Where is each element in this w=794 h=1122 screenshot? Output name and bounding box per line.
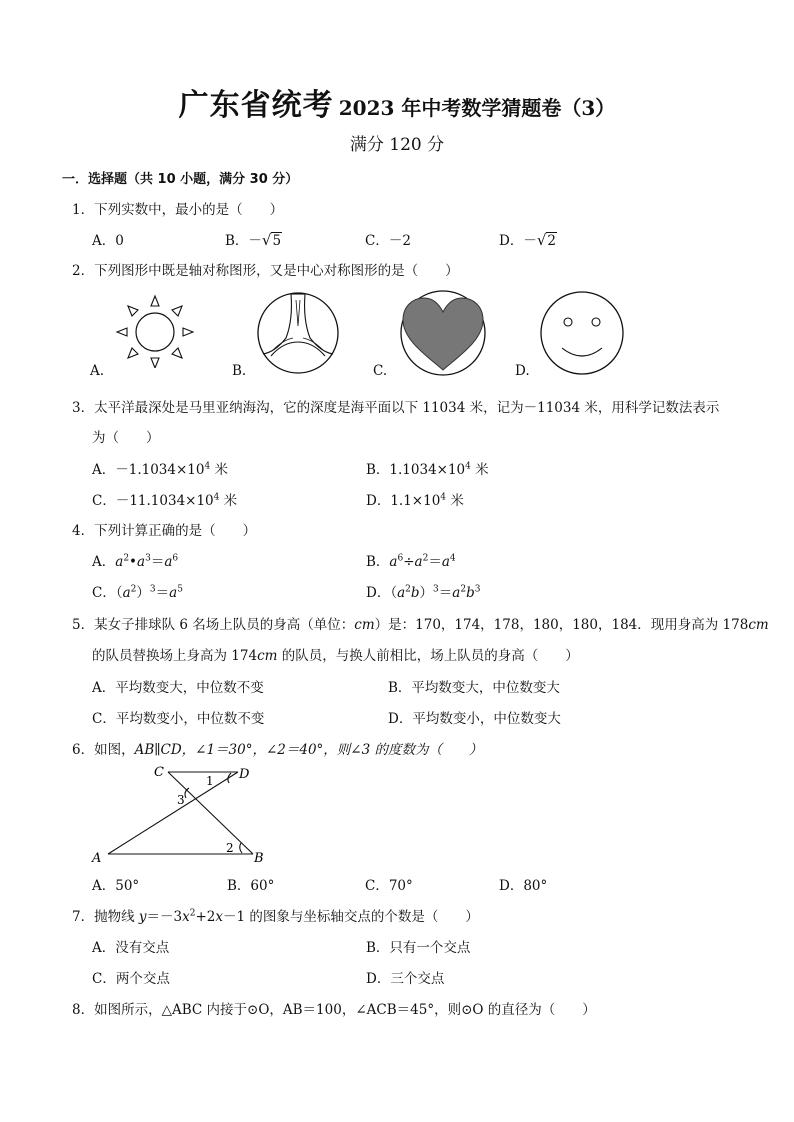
point-a-label: A — [92, 851, 102, 866]
q3-option-b: B．$1.1034\times 10^4$ 米 — [366, 461, 489, 478]
q5-option-a: A．平均数变大，中位数不变 — [92, 680, 264, 696]
q7-option-c: C．两个交点 — [92, 971, 170, 987]
q6-option-c: C．70° — [365, 878, 413, 894]
figure-parallel-lines — [88, 762, 278, 866]
q4-option-c: C．$(a^2)^3=a^5$ — [92, 584, 183, 601]
point-c-label: C — [154, 765, 164, 780]
q2-label-b: B. — [232, 363, 247, 379]
q7-option-b: B．只有一个交点 — [366, 940, 471, 956]
q4-option-b: B．$a^6\div a^2=a^4$ — [366, 553, 456, 570]
full-score: 满分 120 分 — [349, 135, 445, 155]
q1-option-d: D．－√2 — [499, 231, 556, 249]
angle-1-label: 1 — [206, 774, 214, 788]
q2-label-d: D. — [515, 363, 530, 379]
q5-option-b: B．平均数变大，中位数变大 — [388, 680, 560, 696]
figure-smiley — [538, 290, 628, 376]
question-7-stem: 7．抛物线 $y=-3x^2+2x-1$ 的图象与坐标轴交点的个数是（ ） — [72, 908, 479, 925]
q1-option-c: C．－2 — [365, 233, 411, 249]
figure-heart — [397, 290, 489, 376]
point-d-label: D — [239, 767, 250, 782]
q3-option-d: D．$1.1\times 10^4$ 米 — [366, 492, 464, 509]
q7-option-d: D．三个交点 — [366, 971, 445, 987]
q7-option-a: A．没有交点 — [92, 940, 170, 956]
question-3-stem-cont: 为（ ） — [92, 430, 160, 446]
q5-option-d: D．平均数变小，中位数变大 — [388, 711, 561, 727]
exam-title — [0, 80, 794, 124]
angle-3-label: 3 — [177, 793, 185, 807]
q3-option-c: C．$-11.1034\times 10^4$ 米 — [92, 492, 238, 509]
q2-label-a: A. — [90, 363, 105, 379]
q6-option-b: B．60° — [227, 878, 275, 894]
question-8-stem: 8．如图所示，△ABC 内接于⊙O，AB＝100，∠ACB＝45°，则⊙O 的直径为（ ） — [72, 1002, 596, 1018]
q1-option-a: A．0 — [92, 233, 124, 249]
q3-option-a: A．$-1.1034\times 10^4$ 米 — [92, 461, 229, 478]
q6-option-a: A．50° — [92, 878, 140, 894]
question-5-stem: 5．某女子排球队 6 名场上队员的身高（单位：cm）是：170，174，178，180，180，184．现用身高为 178cm — [72, 617, 769, 633]
question-3-stem: 3．太平洋最深处是马里亚纳海沟，它的深度是海平面以下 11034 米，记为－11034 米，用科学记数法表示 — [72, 400, 720, 416]
point-b-label: B — [254, 851, 264, 866]
figure-sun — [100, 288, 210, 368]
question-5-stem-cont: 的队员替换场上身高为 174cm 的队员，与换人前相比，场上队员的身高（ ） — [92, 648, 579, 664]
q5-option-c: C．平均数变小，中位数不变 — [92, 711, 265, 727]
figure-circle-arcs — [253, 290, 343, 376]
angle-2-label: 2 — [226, 841, 234, 855]
q2-label-c: C. — [373, 363, 388, 379]
question-2-stem: 2．下列图形中既是轴对称图形，又是中心对称图形的是（ ） — [72, 263, 459, 279]
section-heading: 一．选择题（共 10 小题，满分 30 分） — [62, 172, 299, 187]
question-4-stem: 4．下列计算正确的是（ ） — [72, 523, 257, 539]
title-region: 广东省统考 — [178, 88, 334, 123]
q4-option-d: D．$(a^2b)^3=a^2b^3$ — [366, 584, 481, 601]
question-1-stem: 1．下列实数中，最小的是（ ） — [72, 202, 284, 218]
question-6-stem: 6．如图，AB∥CD，∠1＝30°，∠2＝40°，则∠3 的度数为（ ） — [72, 742, 483, 758]
title-exam-name: 2023 年中考数学猜题卷（3） — [338, 96, 616, 120]
q1-option-b: B．－√5 — [225, 231, 282, 249]
q4-option-a: A．$a^2•a^3=a^6$ — [92, 553, 179, 570]
q6-option-d: D．80° — [499, 878, 548, 894]
